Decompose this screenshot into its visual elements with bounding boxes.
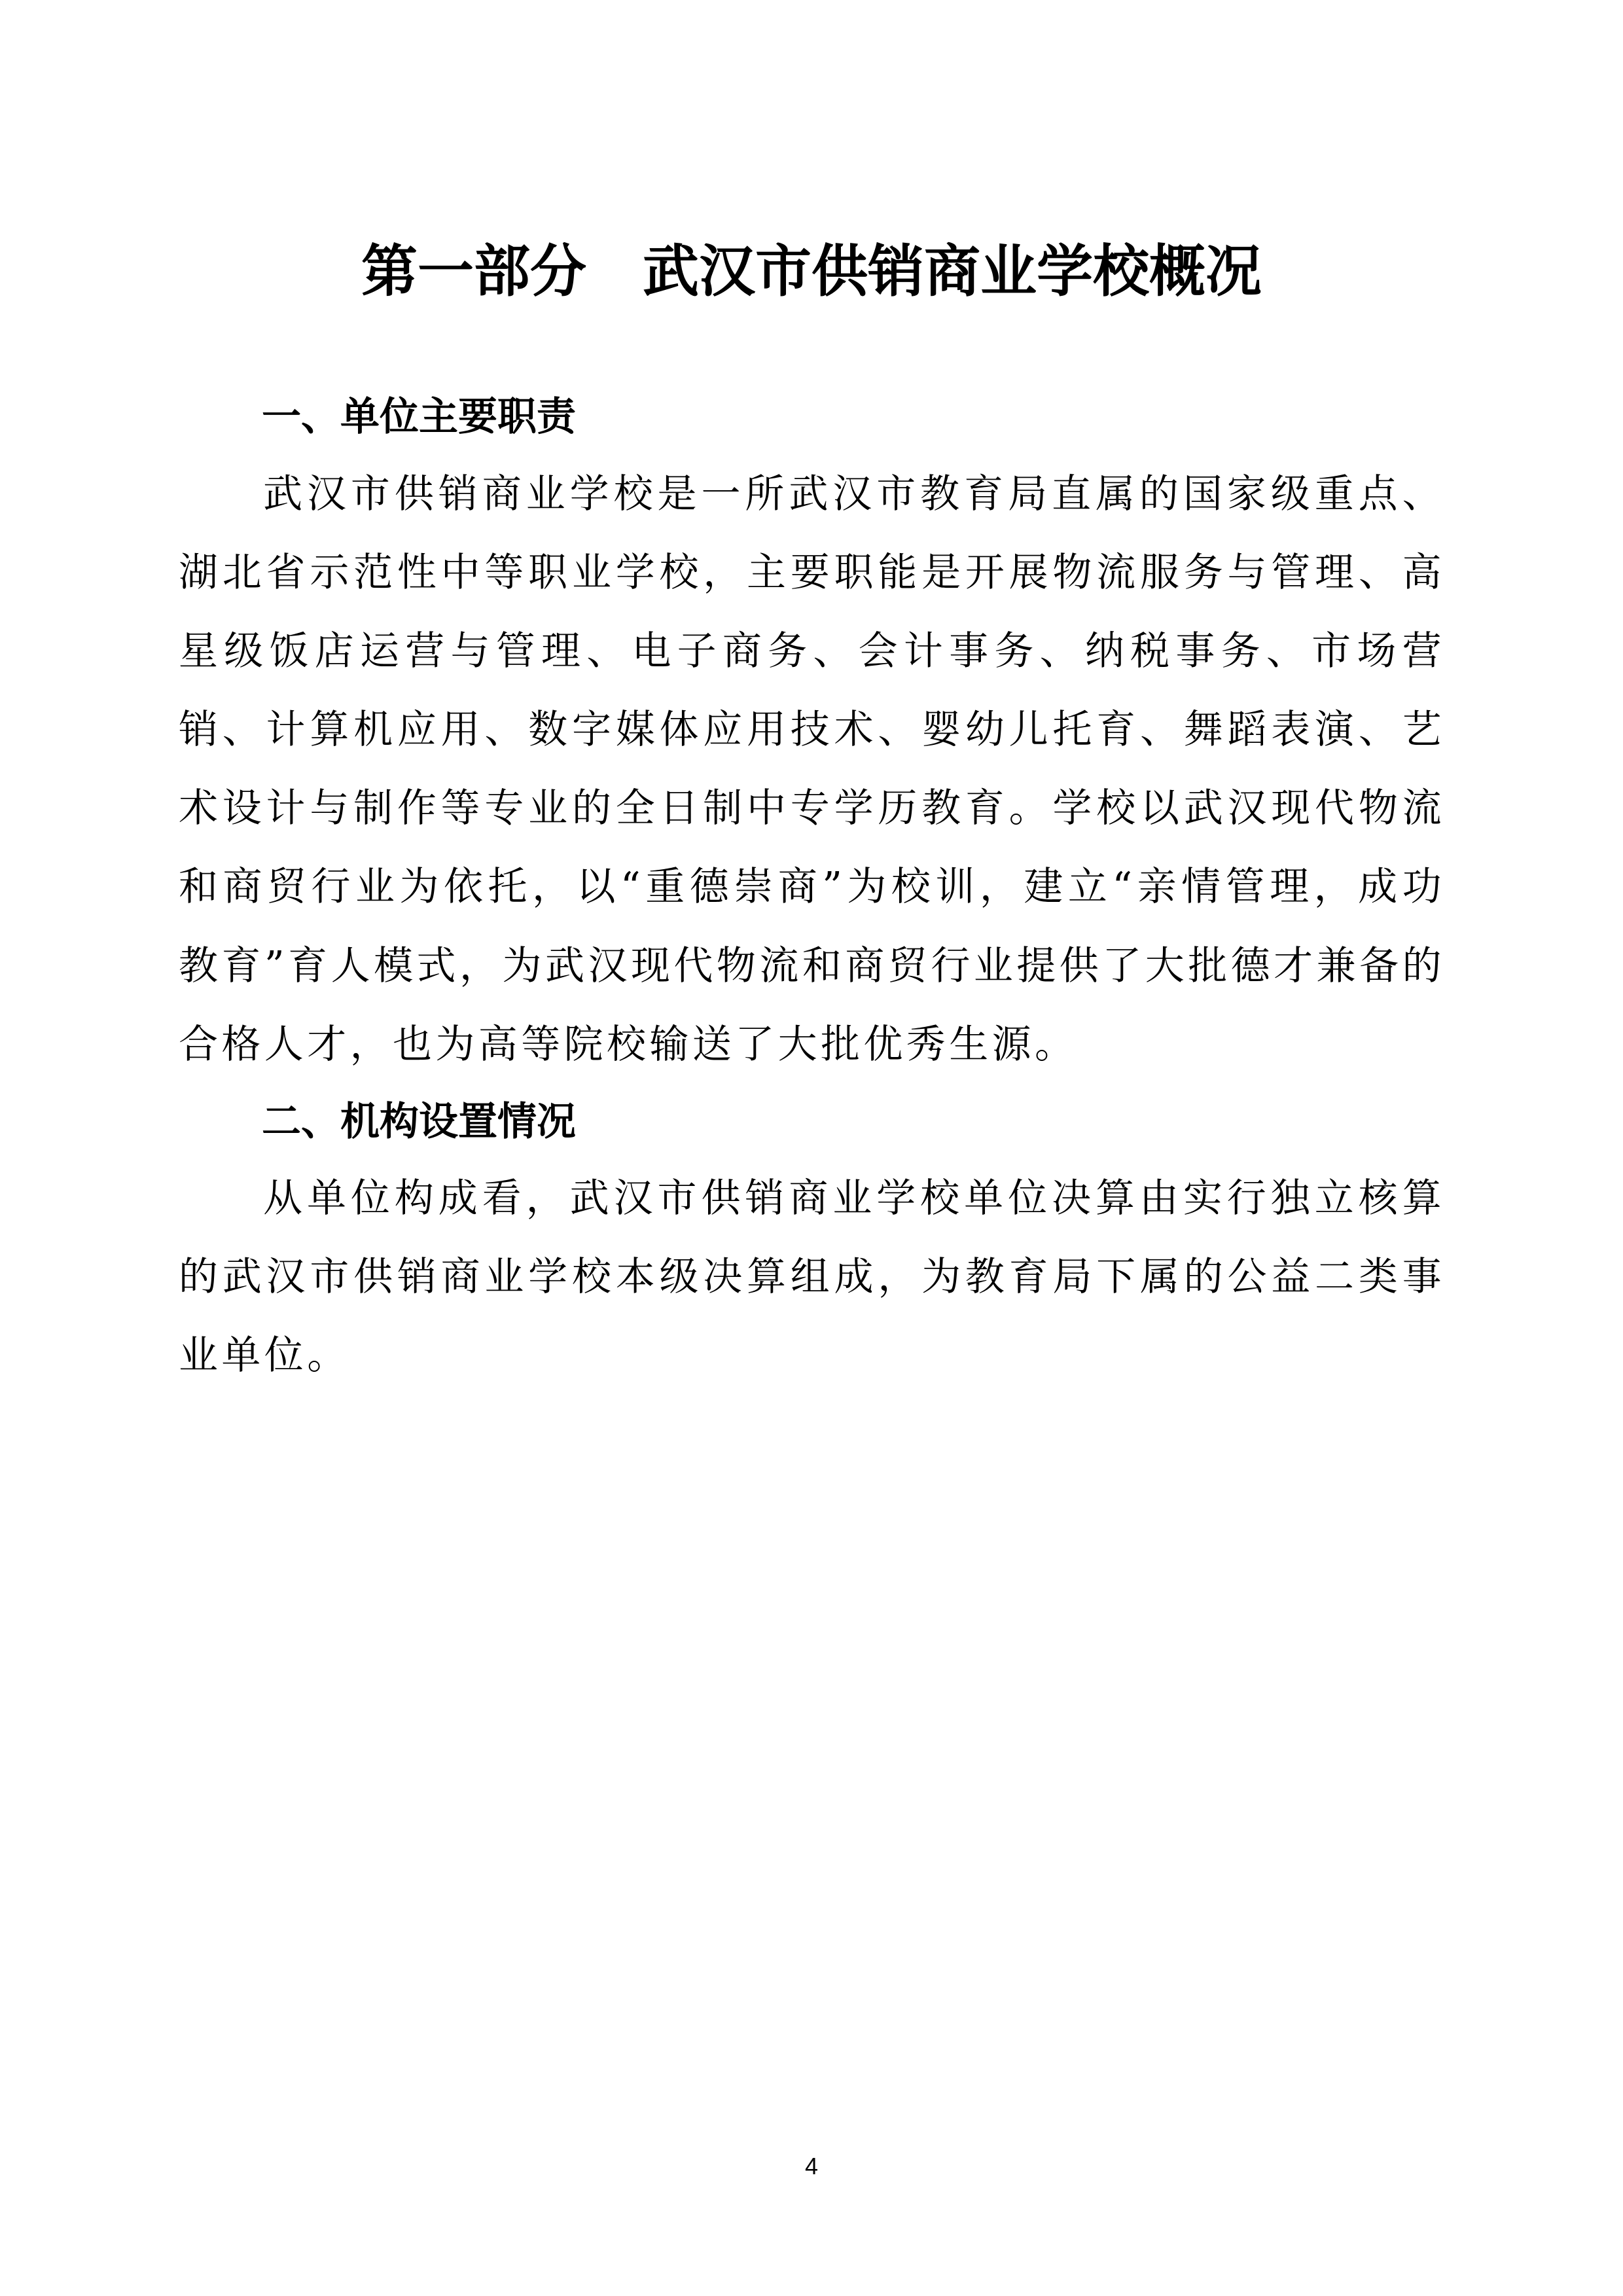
page-number: 4 (804, 2153, 819, 2179)
page-title: 第一部分 武汉市供销商业学校概况 (361, 239, 1262, 304)
section-heading-organization: 二、机构设置情况 (262, 1099, 576, 1145)
section-body-organization: 从单位构成看，武汉市供销商业学校单位决算由实行独立核算的武汉市供销商业学校本级决算组成，为教育局下属的公益二类事业单位。 (179, 1175, 1445, 1379)
section-body-duties: 武汉市供销商业学校是一所武汉市教育局直属的国家级重点、湖北省示范性中等职业学校，主要职能是开展物流服务与管理、高星级饭店运营与管理、电子商务、会计事务、纳税事务、市场营销、计算机应用、数字媒体应用技术、婴幼儿托育、舞蹈表演、艺术设计与制作等专业的全日制中专学历教育。学校以武汉现代物流和商贸行业为依托，以“重德崇商”为校训，建立“亲情管理，成功教育”育人模式，为武汉现代物流和商贸行业提供了大批德才兼备的合格人才，也为高等院校输送了大批优秀生源。 (179, 471, 1445, 1067)
section-heading-duties: 一、单位主要职责 (262, 394, 576, 440)
